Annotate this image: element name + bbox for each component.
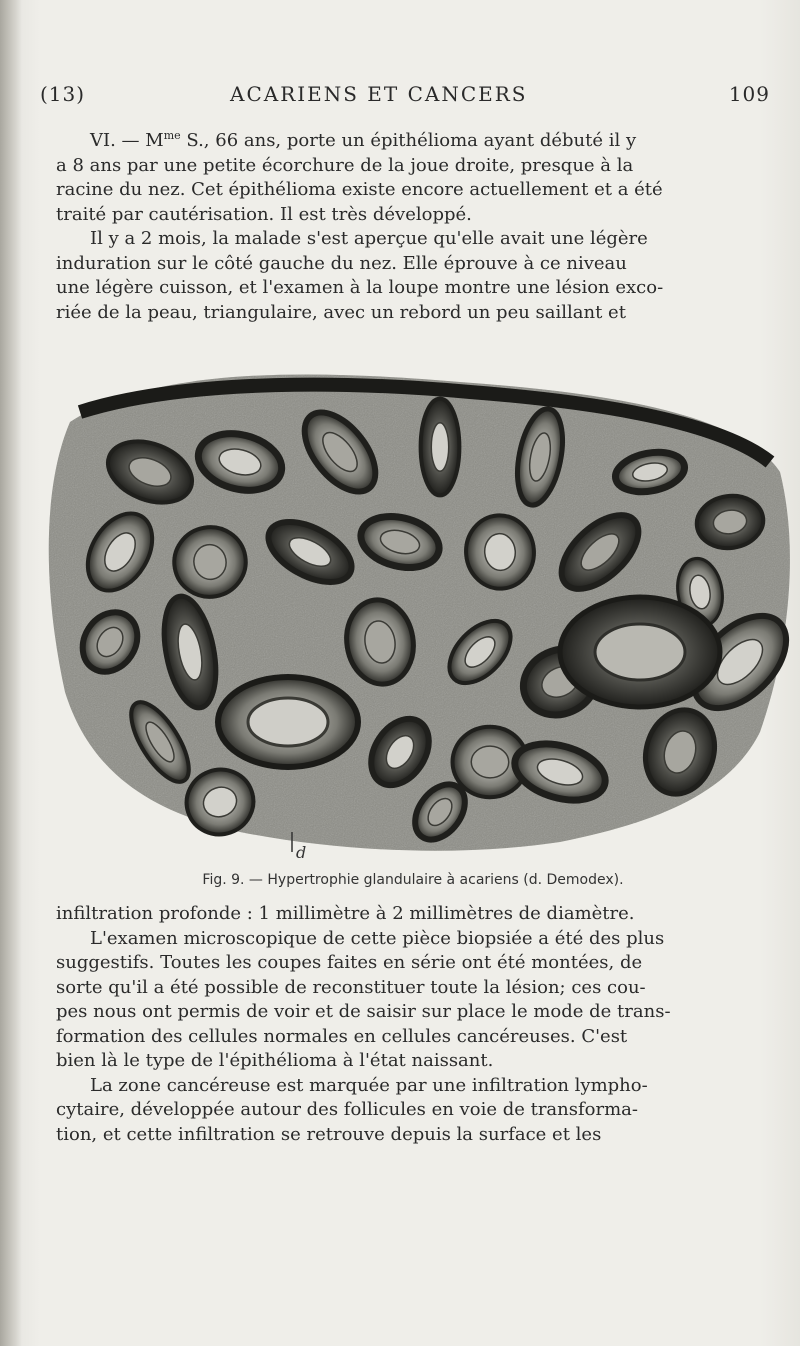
text-line: formation des cellules normales en cellules cancéreuses. C'est <box>56 1025 628 1047</box>
text-line: a 8 ans par une petite écorchure de la joue droite, presque à la <box>56 154 634 176</box>
text-line: L'examen microscopique de cette pièce biopsiée a été des plus <box>90 927 665 949</box>
running-header <box>40 78 780 112</box>
running-title: ACARIENS ET CANCERS <box>230 82 528 106</box>
text-line: VI. — $M^{me}$ S., 66 ans, porte un épithélioma ayant débuté il y <box>90 129 637 151</box>
text-line: traité par cautérisation. Il est très développé. <box>56 203 472 225</box>
text-line: La zone cancéreuse est marquée par une infiltration lympho- <box>90 1074 648 1096</box>
text-line: cytaire, développée autour des follicules en voie de transforma- <box>56 1099 638 1120</box>
page-spine-shadow <box>0 0 22 1346</box>
paragraph-case-vi <box>56 124 770 325</box>
figure-label-d: d <box>296 843 307 862</box>
text-line: une légère cuisson, et l'examen à la loupe montre une lésion exco- <box>56 277 664 298</box>
gland-lumen <box>431 423 448 471</box>
text-line: pes nous ont permis de voir et de saisir sur place le mode de trans- <box>56 1001 671 1022</box>
text-line: induration sur le côté gauche du nez. Elle éprouve à ce niveau <box>56 252 627 274</box>
text-line: bien là le type de l'épithélioma à l'état naissant. <box>56 1050 494 1071</box>
text-line: racine du nez. Cet épithélioma existe encore actuellement et a été <box>56 179 663 200</box>
text-line: riée de la peau, triangulaire, avec un rebord un peu saillant et <box>56 301 626 323</box>
text-line: infiltration profonde : 1 millimètre à 2 millimètres de diamètre. <box>56 903 635 924</box>
text-line: sorte qu'il a été possible de reconstituer toute la lésion; ces cou- <box>56 976 646 998</box>
text-line: Il y a 2 mois, la malade s'est aperçue qu'elle avait une légère <box>90 228 648 249</box>
text-line: suggestifs. Toutes les coupes faites en série ont été montées, de <box>56 952 643 973</box>
histology-illustration <box>40 352 800 864</box>
figure-caption: Fig. 9. — Hypertrophie glandulaire à acariens (d. Demodex). <box>202 872 624 888</box>
text-line: tion, et cette infiltration se retrouve depuis la surface et les <box>56 1123 602 1145</box>
page-number: 109 <box>728 82 770 106</box>
section-number: (13) <box>40 82 86 106</box>
histology-drawing <box>40 352 800 864</box>
paragraph-continued <box>56 902 770 1147</box>
gland-lumen <box>471 746 509 778</box>
